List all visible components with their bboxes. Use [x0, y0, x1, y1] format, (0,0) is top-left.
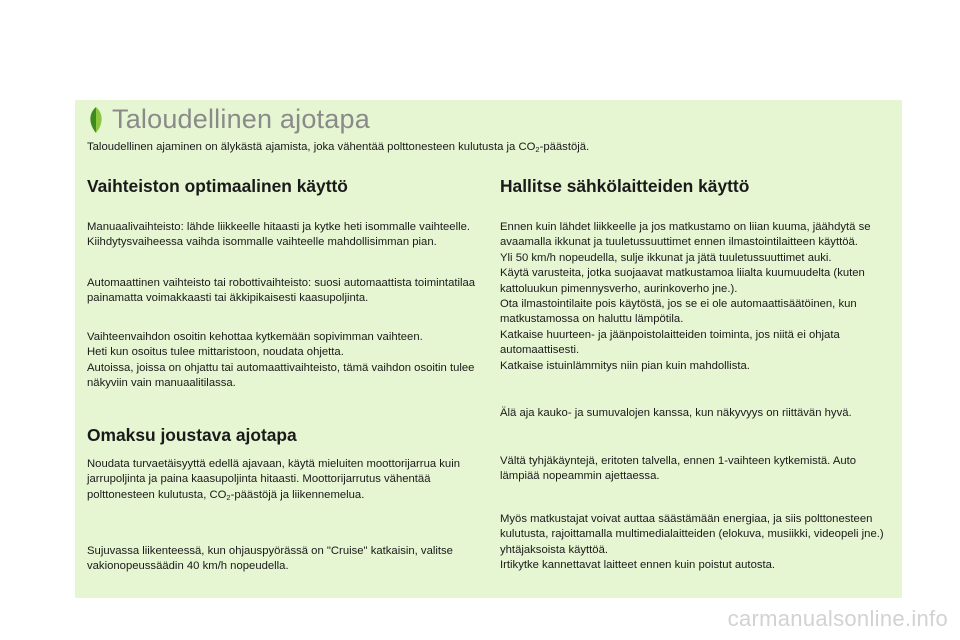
paragraph-manual-gearbox: Manuaalivaihteisto: lähde liikkeelle hitaasti ja kytke heti isommalle vaihteelle. Kiihdytysvaiheessa vaihda isommalle vaihteelle mahdollisimman pian.	[87, 221, 471, 249]
intro-text: Taloudellinen ajaminen on älykästä ajamista, joka vähentää polttonesteen kulutusta ja $CO_2$-päästöjä.	[87, 141, 590, 154]
heading-gearbox: Vaihteiston optimaalinen käyttö	[87, 176, 348, 196]
paragraph-safe-distance: Noudata turvaetäisyyttä edellä ajavaan, käytä mieluiten moottorijarrua kuin jarrupoljinta ja paina kaasupoljinta hitaasti. Moottorijarrutus vähentää polttonesteen kulutusta, $CO_2$-päästöjä ja liikennemelua.	[87, 458, 461, 502]
paragraph-automatic-gearbox: Automaattinen vaihteisto tai robottivaihteisto: suosi automaattista toimintatilaa painamatta voimakkaasti tai äkkipikaisesti kaasupoljinta.	[87, 277, 476, 305]
watermark: carmanualsonline.info	[727, 606, 948, 631]
paragraph-cruise-control: Sujuvassa liikenteessä, kun ohjauspyörässä on "Cruise" katkaisin, valitse vakionopeussäädin 40 km/h nopeudella.	[87, 545, 453, 573]
heading-electrical-devices: Hallitse sähkölaitteiden käyttö	[500, 176, 750, 196]
page-title: Taloudellinen ajotapa	[112, 104, 370, 134]
heading-flexible-driving: Omaksu joustava ajotapa	[87, 425, 297, 445]
paragraph-lights: Älä aja kauko- ja sumuvalojen kanssa, kun näkyvyys on riittävän hyvä.	[500, 407, 852, 419]
paragraph-gear-indicator: Vaihteenvaihdon osoitin kehottaa kytkemään sopivimman vaihteen. Heti kun osoitus tulee mittaristoon, noudata ohjetta. Autoissa, joissa on ohjattu tai automaattivaihteisto, tämä vaihdon osoitin tulee näkyviin vain manuaalitilassa.	[87, 331, 475, 390]
paragraph-idling: Vältä tyhjäkäyntejä, eritoten talvella, ennen 1-vaihteen kytkemistä. Auto lämpiää nopeammin ajettaessa.	[500, 455, 857, 483]
paragraph-climate-tips: Ennen kuin lähdet liikkeelle ja jos matkustamo on liian kuuma, jäähdytä se avaamalla ikkunat ja tuuletussuuttimet ennen ilmastointilaitteen käyttöä. Yli 50 km/h nopeudella, sulje ikkunat ja jätä tuuletussuuttimet auki. Käytä varusteita, jotka suojaavat matkustamoa liialta kuumuudelta (kuten kattoluukun pimennysverho, aurinkoverho jne.). Ota ilmastointilaite pois käytöstä, jos se ei ole automaattisäätöinen, kun matkustamossa on haluttu lämpötila. Katkaise huurteen- ja jäänpoistolaitteiden toiminta, jos niitä ei ohjata automaattisesti. Katkaise istuinlämmitys niin pian kuin mahdollista.	[500, 221, 871, 372]
paragraph-passengers: Myös matkustajat voivat auttaa säästämään energiaa, ja siis polttonesteen kulutusta, rajoittamalla multimedialaitteiden (elokuva, musiikki, videopeli jne.) yhtäjaksoista käyttöä. Irtikytke kannettavat laitteet ennen kuin poistut autosta.	[500, 513, 884, 572]
leaf-icon	[86, 106, 106, 134]
